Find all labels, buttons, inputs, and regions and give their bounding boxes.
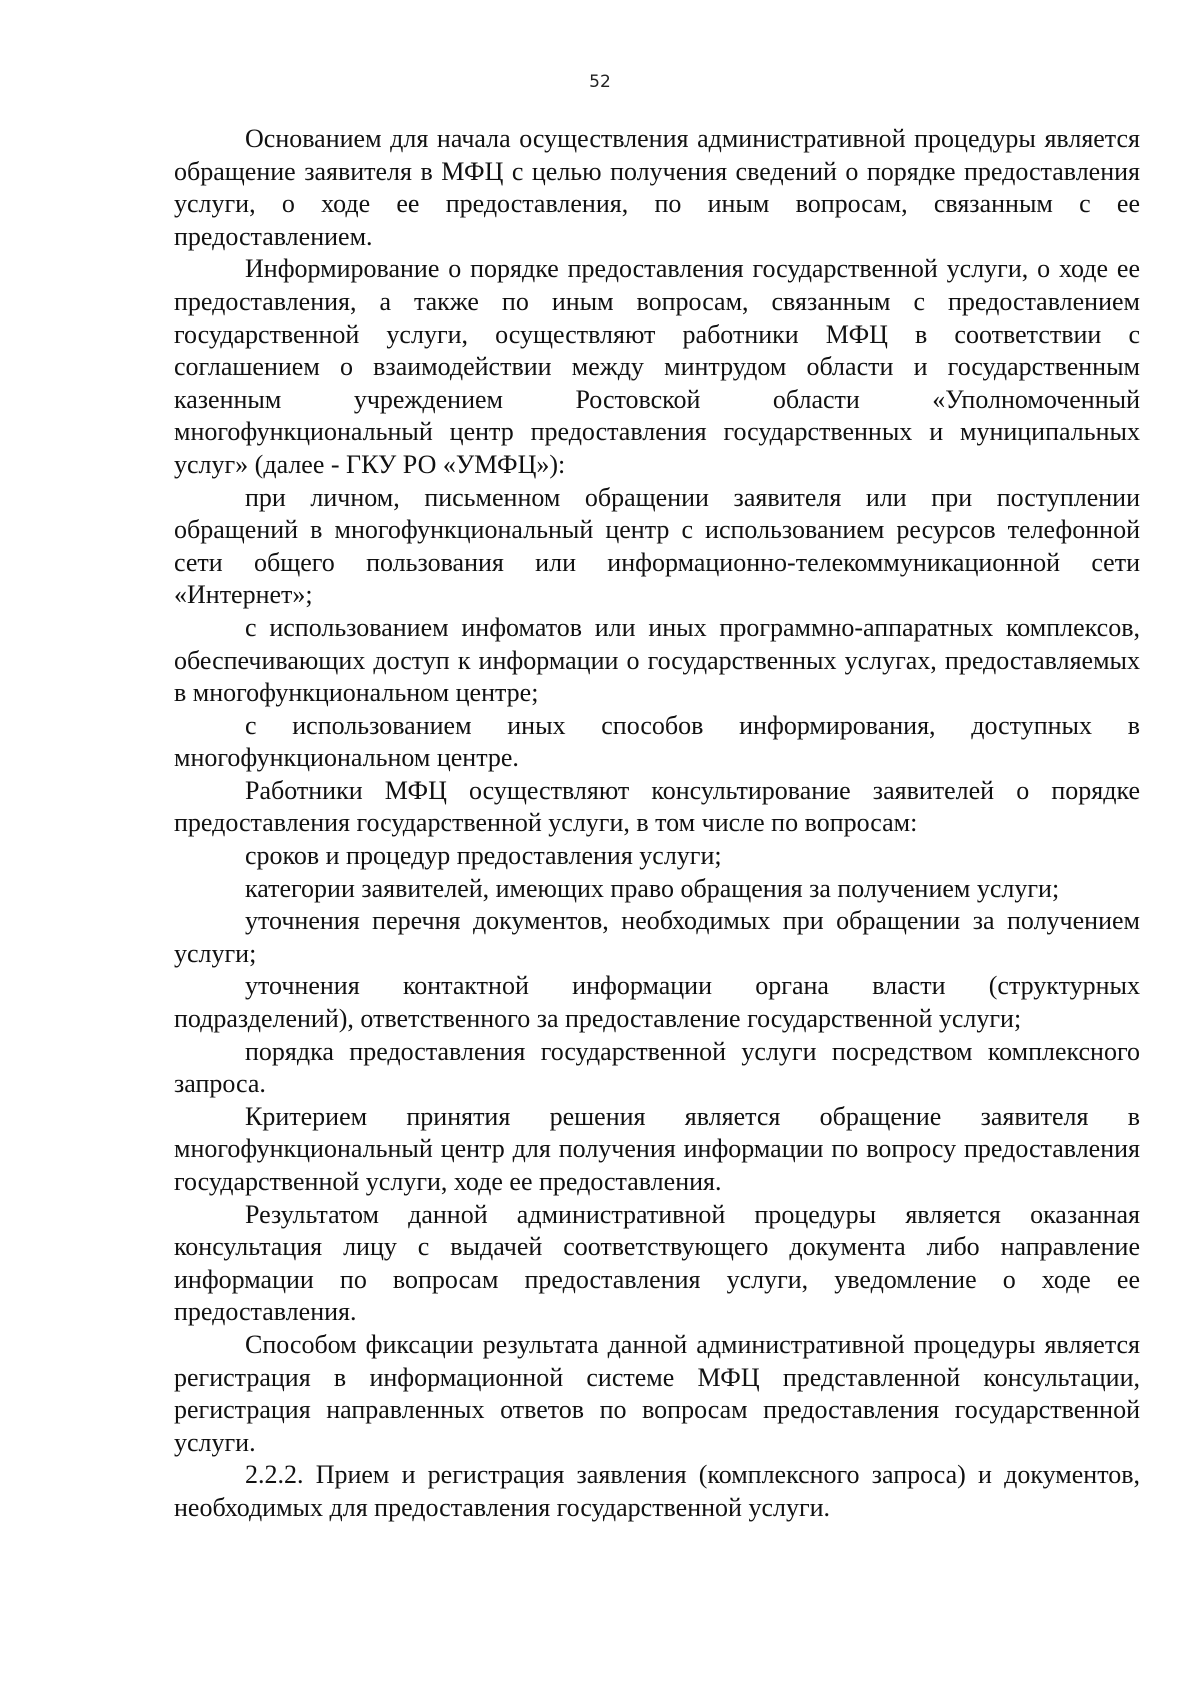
paragraph-other-methods: с использованием иных способов информирования, доступных в многофункциональном центре. xyxy=(174,710,1140,773)
paragraph-result: Результатом данной административной процедуры является оказанная консультация лицу с выдачей соответствующего документа либо направление информации по вопросам предоставления услуги, уведомление о ходе ее предоставления. xyxy=(174,1199,1140,1327)
paragraph-contact-info: уточнения контактной информации органа власти (структурных подразделений), ответственного за предоставление государственной услуги; xyxy=(174,971,1140,1034)
paragraph-complex-request: порядка предоставления государственной услуги посредством комплексного запроса. xyxy=(174,1036,1140,1099)
paragraph-applicant-categories: категории заявителей, имеющих право обращения за получением услуги; xyxy=(245,873,1060,903)
paragraph-infomats: с использованием инфоматов или иных программно-аппаратных комплексов, обеспечивающих доступ к информации о государственных услугах, предоставляемых в многофункциональном центре; xyxy=(174,612,1140,708)
paragraph-basis: Основанием для начала осуществления административной процедуры является обращение заявителя в МФЦ с целью получения сведений о порядке предоставления услуги, о ходе ее предоставления, по иным вопросам, связанным с ее предоставлением. xyxy=(174,124,1140,251)
paragraph-personal-request: при личном, письменном обращении заявителя или при поступлении обращений в многофункциональный центр с использованием ресурсов телефонной сети общего пользования или информационно-телекоммуникационной сети «Интернет»; xyxy=(174,482,1140,610)
paragraph-documents-list: уточнения перечня документов, необходимых при обращении за получением услуги; xyxy=(174,906,1140,968)
paragraph-criterion: Критерием принятия решения является обращение заявителя в многофункциональный центр для получения информации по вопросу предоставления государственной услуги, ходе ее предоставления. xyxy=(174,1101,1140,1196)
paragraph-consulting: Работники МФЦ осуществляют консультирование заявителей о порядке предоставления государственной услуги, в том числе по вопросам: xyxy=(174,775,1140,838)
paragraph-fixation: Способом фиксации результата данной административной процедуры является регистрация в информационной системе МФЦ представленной консультации, регистрация направленных ответов по вопросам предоставления государственной услуги. xyxy=(174,1329,1140,1457)
paragraph-informing: Информирование о порядке предоставления государственной услуги, о ходе ее предоставления, а также по иным вопросам, связанным с предоставлением государственной услуги, осуществляют работники МФЦ в соответствии с соглашением о взаимодействии между минтрудом области и государственным казенным учреждением Ростовской области «Уполномоченный многофункциональный центр предоставления государственных и муниципальных услуг» (далее - ГКУ РО «УМФЦ»): xyxy=(174,254,1140,479)
page-number: 52 xyxy=(589,72,611,92)
paragraph-deadlines: сроков и процедур предоставления услуги; xyxy=(245,841,722,871)
document-body xyxy=(174,123,1140,1525)
paragraph-section-2-2-2: 2.2.2. Прием и регистрация заявления (комплексного запроса) и документов, необходимых для предоставления государственной услуги. xyxy=(174,1460,1140,1522)
